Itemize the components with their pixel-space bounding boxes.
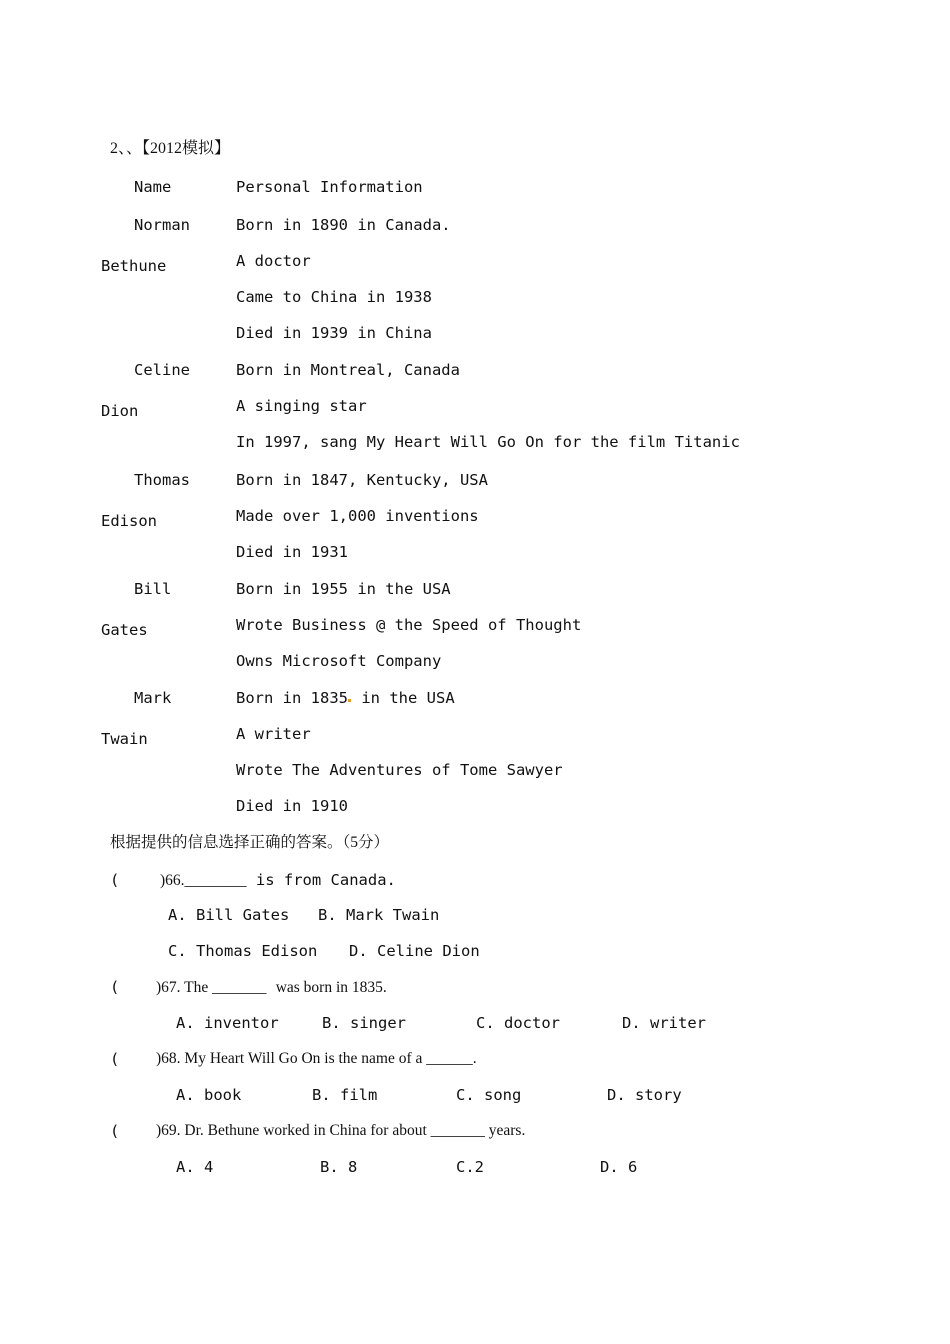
person-first-name: Bill <box>134 580 172 598</box>
question-68: )68. My Heart Will Go On is the name of a ______. <box>156 1050 477 1067</box>
person-fact: Born in 1847, Kentucky, USA <box>236 471 488 489</box>
section-heading: 2、、【2012模拟】 <box>110 140 231 157</box>
person-last-name: Dion <box>101 402 139 420</box>
answer-paren: ( <box>110 871 120 889</box>
option: B. film <box>312 1086 378 1104</box>
question-66 <box>160 870 396 891</box>
person-first-name: Celine <box>134 361 190 379</box>
question-stem: was born in 1835. <box>275 979 387 996</box>
person-last-name: Bethune <box>101 257 167 275</box>
question-67 <box>156 977 387 998</box>
option: C. doctor <box>476 1014 560 1032</box>
person-fact: Wrote The Adventures of Tome Sawyer <box>236 761 563 779</box>
edit-mark-icon <box>348 699 351 702</box>
question-69: )69. Dr. Bethune worked in China for about _______ years. <box>156 1122 526 1139</box>
person-last-name: Twain <box>101 730 148 748</box>
answer-paren: ( <box>110 1122 120 1140</box>
column-header-name: Name <box>134 178 172 196</box>
person-fact: Owns Microsoft Company <box>236 652 442 670</box>
option: B. 8 <box>320 1158 358 1176</box>
person-fact: Wrote Business @ the Speed of Thought <box>236 616 582 634</box>
person-fact: A writer <box>236 725 311 743</box>
question-stem: )67. The _______ <box>156 979 267 996</box>
person-fact: Died in 1931 <box>236 543 348 561</box>
person-fact: Born in Montreal, Canada <box>236 361 460 379</box>
option: D. 6 <box>600 1158 638 1176</box>
person-fact: Died in 1939 in China <box>236 324 432 342</box>
person-fact: in the USA <box>361 689 455 707</box>
person-last-name: Edison <box>101 512 157 530</box>
option: A. Bill Gates <box>168 906 290 924</box>
option: A. inventor <box>176 1014 279 1032</box>
answer-paren: ( <box>110 1050 120 1068</box>
person-first-name: Thomas <box>134 471 190 489</box>
option: D. writer <box>622 1014 706 1032</box>
option: A. 4 <box>176 1158 214 1176</box>
person-fact: Died in 1910 <box>236 797 348 815</box>
answer-paren: ( <box>110 978 120 996</box>
question-stem: is from Canada. <box>255 871 396 889</box>
option: C.2 <box>456 1158 484 1176</box>
person-fact: A doctor <box>236 252 311 270</box>
option: D. Celine Dion <box>349 942 480 960</box>
column-header-info: Personal Information <box>236 178 423 196</box>
option: C. Thomas Edison <box>168 942 318 960</box>
person-fact: Born in 1835 <box>236 689 348 707</box>
person-fact: A singing star <box>236 397 367 415</box>
person-fact: Came to China in 1938 <box>236 288 432 306</box>
person-fact: Born in 1955 in the USA <box>236 580 451 598</box>
person-fact: Born in 1890 in Canada. <box>236 216 451 234</box>
option: B. singer <box>322 1014 406 1032</box>
instruction: 根据提供的信息选择正确的答案。（5分） <box>110 834 390 851</box>
person-fact: Made over 1,000 inventions <box>236 507 479 525</box>
person-first-name: Mark <box>134 689 172 707</box>
option: D. story <box>607 1086 682 1104</box>
person-fact-line <box>236 688 455 708</box>
person-first-name: Norman <box>134 216 190 234</box>
option: C. song <box>456 1086 522 1104</box>
option: A. book <box>176 1086 242 1104</box>
option: B. Mark Twain <box>318 906 440 924</box>
person-fact: In 1997, sang My Heart Will Go On for the film Titanic <box>236 433 740 451</box>
person-last-name: Gates <box>101 621 148 639</box>
question-stem: )66.________ <box>160 872 247 889</box>
